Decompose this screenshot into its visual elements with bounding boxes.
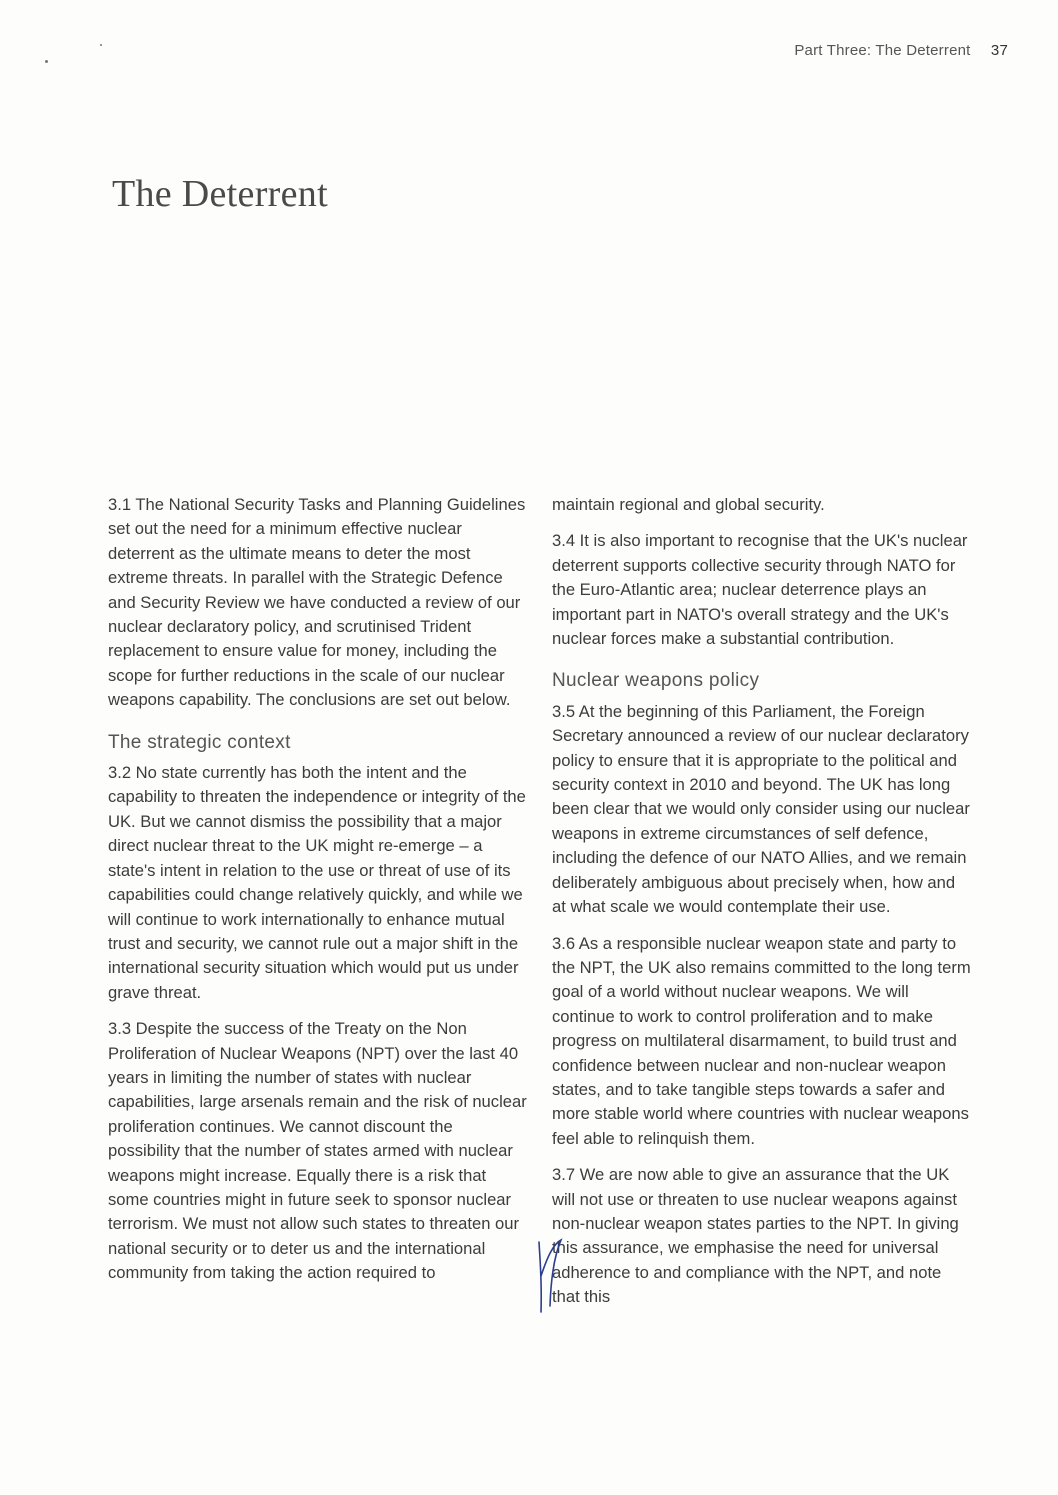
page-title: The Deterrent (112, 173, 328, 215)
paragraph-3-4: 3.4 It is also important to recognise that the UK's nuclear deterrent supports collective security through NATO for the Euro-Atlantic area; nuclear deterrence plays an important part in NATO's overall strategy and the UK's nuclear forces make a substantial contribution. (552, 531, 968, 649)
scan-speck (45, 60, 48, 63)
paragraph-3-2: 3.2 No state currently has both the intent and the capability to threaten the independence or integrity of the UK. But we cannot dismiss the possibility that a major direct nuclear threat to the UK might re-emerge – a state's intent in relation to the use or threat of use of its capabilities could change relatively quickly, and while we will continue to work internationally to enhance mutual trust and security, we cannot rule out a major shift in the international security situation which would put us under grave threat. (108, 763, 526, 1002)
left-column (108, 493, 528, 1298)
page-number: 37 (990, 42, 1008, 59)
paragraph-3-5: 3.5 At the beginning of this Parliament, the Foreign Secretary announced a review of our nuclear declaratory policy to ensure that it is appropriate to the political and security context in 2010 and beyond. The UK has long been clear that we would only consider using our nuclear weapons in extreme circumstances of self defence, including the defence of our NATO Allies, and we remain deliberately ambiguous about precisely when, how and at what scale we would contemplate their use. (552, 701, 970, 917)
scan-speck (100, 44, 102, 46)
paragraph-3-3: 3.3 Despite the success of the Treaty on the Non Proliferation of Nuclear Weapons (NPT) over the last 40 years in limiting the number of states with nuclear capabilities, large arsenals remain and the risk of nuclear proliferation continues. We cannot discount the possibility that the number of states armed with nuclear weapons might increase. Equally there is a risk that some countries might in future seek to sponsor nuclear terrorism. We must not allow such states to threaten our national security or to deter us and the international community from taking the action required to (108, 1019, 527, 1283)
running-header-section: Part Three: The Deterrent (794, 42, 971, 59)
paragraph-3-1: 3.1 The National Security Tasks and Planning Guidelines set out the need for a minimum effective nuclear deterrent as the ultimate means to deter the most extreme threats. In parallel with the Strategic Defence and Security Review we have conducted a review of our nuclear declaratory policy, and scrutinised Trident replacement to ensure value for money, including the scope for further reductions in the scale of our nuclear weapons capability. The conclusions are set out below. (108, 495, 526, 710)
subheading-strategic-context: The strategic context (108, 731, 291, 753)
handwritten-margin-mark (533, 1236, 569, 1316)
running-header (794, 42, 1008, 59)
paragraph-3-7: 3.7 We are now able to give an assurance that the UK will not use or threaten to use nuclear weapons against non-nuclear weapon states parties to the NPT. In giving this assurance, we emphasise the need for universal adherence to and compliance with the NPT, and note that this (552, 1165, 959, 1307)
subheading-nuclear-weapons-policy: Nuclear weapons policy (552, 670, 760, 692)
right-column (552, 493, 972, 1322)
paragraph-3-6: 3.6 As a responsible nuclear weapon state and party to the NPT, the UK also remains committed to the long term goal of a world without nuclear weapons. We will continue to work to control proliferation and to make progress on multilateral disarmament, to build trust and confidence between nuclear and non-nuclear weapon states, and to take tangible steps towards a safer and more stable world where countries with nuclear weapons feel able to relinquish them. (552, 933, 971, 1148)
paragraph-continuation: maintain regional and global security. (552, 495, 825, 514)
